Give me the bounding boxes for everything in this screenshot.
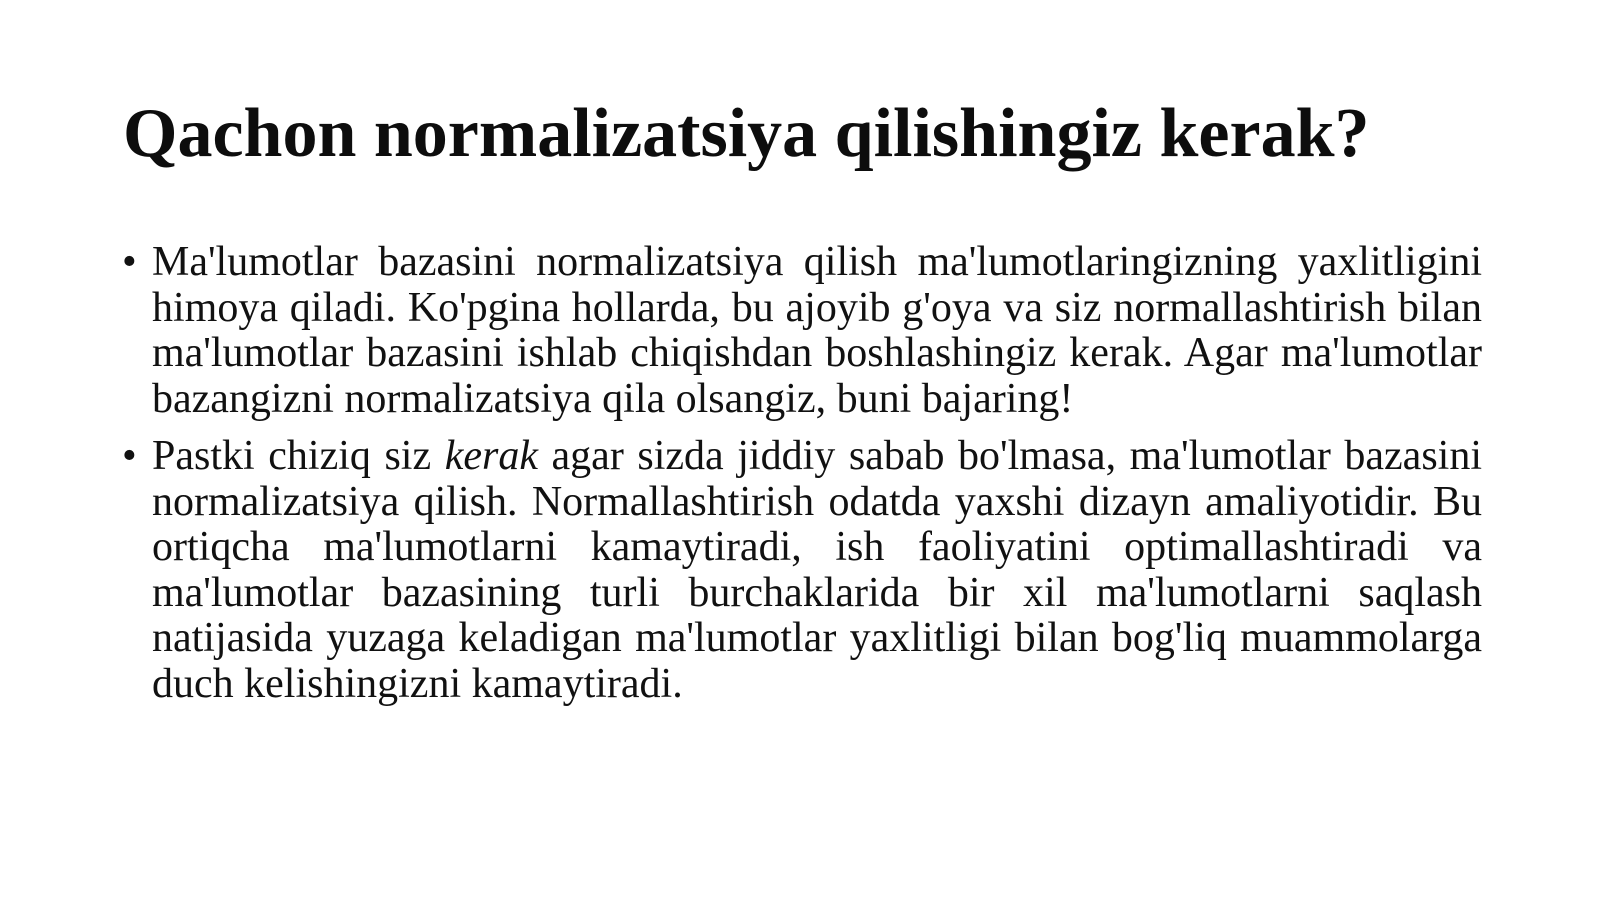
bullet-list [122,239,1482,719]
bullet-item [122,239,1482,422]
bullet-text-end: agar sizda jiddiy sabab bo'lmasa, ma'lumotlar bazasini normalizatsiya qilish. Normallashtirish odatda yaxshi dizayn amaliyotidir. Bu ortiqcha ma'lumotlarni kamaytiradi, ish faoliyatini optimallashtiradi va ma'lumotlar bazasining turli burchaklarida bir xil ma'lumotlarni saqlash natijasida yuzaga keladigan ma'lumotlar yaxlitligi bilan bog'liq muammolarga duch kelishingizni kamaytiradi. [152,433,1482,707]
bullet-dot-icon: • [122,433,137,479]
bullet-item [122,433,1482,707]
slide-title: Qachon normalizatsiya qilishingiz kerak? [123,95,1370,172]
bullet-dot-icon: • [122,239,137,285]
bullet-text-start: Pastki chiziq siz [152,433,445,479]
bullet-emphasis: kerak [444,433,538,479]
bullet-text: Ma'lumotlar bazasini normalizatsiya qilish ma'lumotlaringizning yaxlitligini himoya qiladi. Ko'pgina hollarda, bu ajoyib g'oya va siz normallashtirish bilan ma'lumotlar bazasini ishlab chiqishdan boshlashingiz kerak. Agar ma'lumotlar bazangizni normalizatsiya qila olsangiz, buni bajaring! [152,239,1482,422]
